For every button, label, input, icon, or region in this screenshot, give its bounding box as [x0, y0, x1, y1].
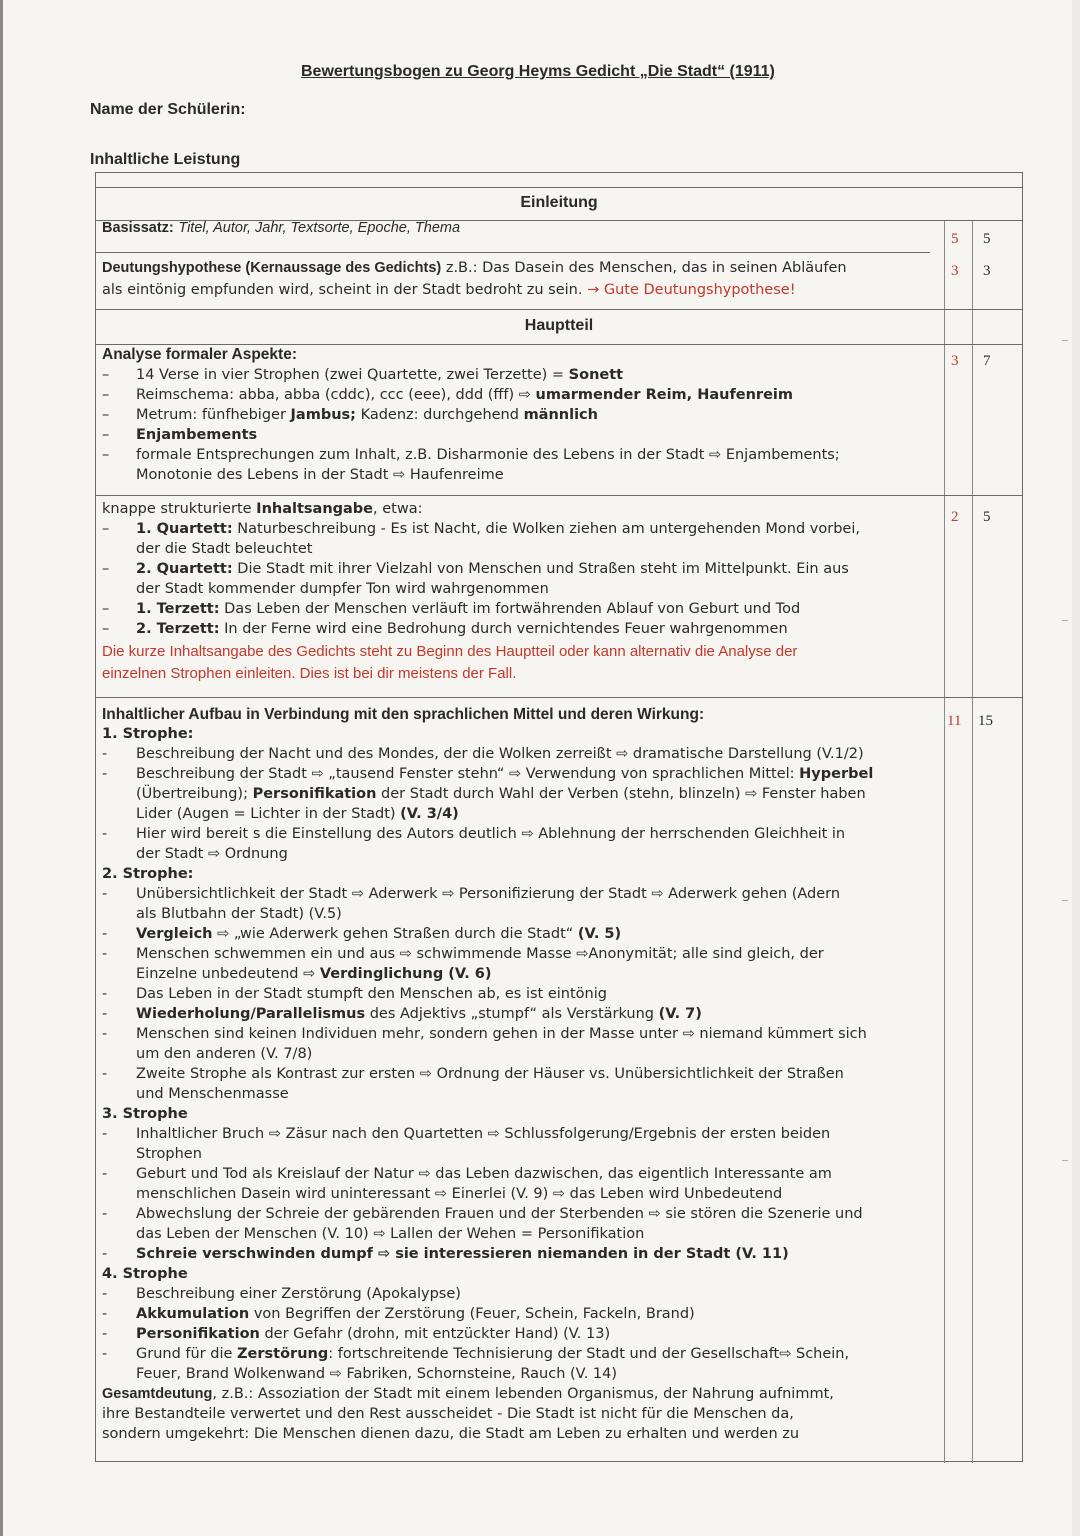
gesamtdeutung-line: , z.B.: Assoziation der Stadt mit einem lebenden Organismus, der Nahrung aufnimmt, [212, 1386, 834, 1402]
basissatz-text: Titel, Autor, Jahr, Textsorte, Epoche, Thema [178, 220, 461, 236]
formal-line-bold: Jambus; [290, 407, 356, 423]
aufbau-max: 15 [978, 713, 993, 729]
teacher-comment-line: Die kurze Inhaltsangabe des Gedichts steht zu Beginn des Hauptteil oder kann alternativ die Analyse der [102, 643, 798, 660]
inhalt-label: 1. Quartett: [136, 521, 233, 537]
formal-line: Reimschema: abba, abba (cddc), ccc (eee), ddd (fff) ⇨ [136, 387, 531, 403]
strophe-heading: 1. Strophe: [102, 726, 194, 742]
inhalt-line: Naturbeschreibung - Es ist Nacht, die Wolken ziehen am untergehenden Mond vorbei, [237, 521, 860, 537]
grading-table [95, 172, 1023, 1462]
hauptteil-title: Hauptteil [524, 317, 594, 334]
aufbau-score: 11 [947, 713, 962, 729]
inhalt-line: Das Leben der Menschen verläuft im fortwährenden Ablauf von Geburt und Tod [224, 601, 801, 617]
aufbau-line-bold: Personifikation [252, 786, 377, 802]
deutung-max: 3 [983, 263, 991, 279]
aufbau-line: Beschreibung der Stadt ⇨ „tausend Fenster stehn“ ⇨ Verwendung von sprachlichen Mittel: [136, 766, 795, 782]
aufbau-line: Menschen schwemmen ein und aus ⇨ schwimmende Masse ⇨Anonymität; alle sind gleich, der [136, 946, 824, 962]
strophe-heading: 2. Strophe: [102, 866, 194, 882]
inhalt-heading-suffix: , etwa: [373, 501, 423, 517]
formal-max: 7 [983, 353, 991, 369]
aufbau-line-bold: Zerstörung [237, 1346, 329, 1362]
aufbau-line: der Stadt durch Wahl der Verben (stehn, blinzeln) ⇨ Fenster haben [381, 786, 866, 802]
aufbau-line: von Begriffen der Zerstörung (Feuer, Schein, Fackeln, Brand) [253, 1306, 695, 1322]
strophe-heading: 4. Strophe [102, 1266, 188, 1282]
aufbau-line: Strophen [136, 1146, 202, 1162]
aufbau-line: das Leben der Menschen (V. 10) ⇨ Lallen der Wehen = Personifikation [136, 1226, 645, 1242]
formal-line: Metrum: fünfhebiger [136, 407, 286, 423]
max-column-divider [972, 221, 973, 1463]
hauptteil-header [96, 309, 1022, 345]
formal-line: Kadenz: durchgehend [360, 407, 519, 423]
student-name-label: Name der Schülerin: [90, 101, 246, 118]
formal-score: 3 [951, 353, 959, 369]
margin-mark [1062, 900, 1068, 901]
gesamtdeutung-line: sondern umgekehrt: Die Menschen dienen dazu, die Stadt am Leben zu erhalten und werden zu [102, 1426, 800, 1442]
aufbau-line: (Übertreibung); [136, 786, 248, 802]
aufbau-line: Hier wird bereit s die Einstellung des Autors deutlich ⇨ Ablehnung der herrschenden Gleichheit in [136, 826, 846, 842]
aufbau-line-bold: (V. 3/4) [400, 806, 459, 822]
aufbau-line-bold: Wiederholung/Parallelismus [136, 1006, 366, 1022]
aufbau-line-bold: Akkumulation [136, 1306, 250, 1322]
row-divider [96, 697, 1022, 698]
formal-line: Monotonie des Lebens in der Stadt ⇨ Haufenreime [136, 467, 504, 483]
aufbau-line: um den anderen (V. 7/8) [136, 1046, 313, 1062]
aufbau-line-bold: Vergleich [136, 926, 213, 942]
basissatz-label: Basissatz: [102, 220, 174, 236]
aufbau-line-bold: Personifikation [136, 1326, 260, 1342]
inhalt-heading-bold: Inhaltsangabe [256, 501, 374, 517]
deutung-comment: → Gute Deutungshypothese! [587, 282, 796, 298]
einleitung-header [96, 187, 1022, 221]
aufbau-line: Inhaltlicher Bruch ⇨ Zäsur nach den Quartetten ⇨ Schlussfolgerung/Ergebnis der ersten beiden [136, 1126, 831, 1142]
row-divider [96, 252, 930, 253]
inhalt-score: 2 [951, 509, 959, 525]
gesamtdeutung-label: Gesamtdeutung [102, 1386, 213, 1402]
formal-line: formale Entsprechungen zum Inhalt, z.B. Disharmonie des Lebens in der Stadt ⇨ Enjambements; [136, 447, 840, 463]
gesamtdeutung-line: ihre Bestandteile verwertet und den Rest ausscheidet - Die Stadt ist nicht für die Menschen da, [102, 1406, 794, 1422]
score-column-divider [944, 221, 945, 1463]
row-divider [96, 495, 1022, 496]
einleitung-title: Einleitung [520, 194, 598, 211]
inhalt-label: 2. Terzett: [136, 621, 220, 637]
aufbau-line: der Gefahr (drohn, mit entzückter Hand) (V. 13) [264, 1326, 611, 1342]
page-title: Bewertungsbogen zu Georg Heyms Gedicht „Die Stadt“ (1911) [301, 63, 775, 80]
deutung-row-2 [102, 281, 938, 300]
formal-block: Analyse formaler Aspekte: – 14 Verse in vier Strophen (zwei Quartette, zwei Terzette) = Sonett – Reimschema: abba, abba (cddc), ccc (eee), ddd (fff) ⇨ umarmender Reim, Haufenreim – Metrum: fünfhebiger Jambus; Kadenz: durchgehend männlich – Enjambements – formale Entsprechungen zum Inhalt, z.B. Disharmonie des Lebens in der Stadt ⇨ Enjambements; Monotonie des Lebens in der Stadt ⇨ Haufenreime [102, 346, 840, 483]
aufbau-line: des Adjektivs „stumpf“ als Verstärkung [369, 1006, 655, 1022]
aufbau-line: Feuer, Brand Wolkenwand ⇨ Fabriken, Schornsteine, Rauch (V. 14) [136, 1366, 618, 1382]
aufbau-line: Einzelne unbedeutend ⇨ [136, 966, 316, 982]
aufbau-line-bold: (V. 7) [658, 1006, 702, 1022]
formal-line-bold: umarmender Reim, Haufenreim [535, 387, 793, 403]
aufbau-heading: Inhaltlicher Aufbau in Verbindung mit den sprachlichen Mittel und deren Wirkung: [102, 706, 705, 723]
aufbau-line: : fortschreitende Technisierung der Stadt und der Gesellschaft⇨ Schein, [328, 1346, 850, 1362]
aufbau-line-bold: (V. 5) [577, 926, 622, 942]
inhalt-label: 1. Terzett: [136, 601, 220, 617]
teacher-comment [102, 641, 940, 685]
inhalt-line: In der Ferne wird eine Bedrohung durch vernichtendes Feuer wahrgenommen [224, 621, 788, 637]
deutung-row [102, 259, 938, 278]
formal-heading: Analyse formaler Aspekte: [102, 346, 297, 363]
inhalt-max: 5 [983, 509, 991, 525]
inhalt-label: 2. Quartett: [136, 561, 233, 577]
aufbau-line: Grund für die [136, 1346, 233, 1362]
inhalt-line: Die Stadt mit ihrer Vielzahl von Menschen und Straßen steht im Mittelpunkt. Ein aus [237, 561, 849, 577]
aufbau-line-bold: Schreie verschwinden dumpf ⇨ sie interessieren niemanden in der Stadt (V. 11) [136, 1246, 789, 1262]
aufbau-line: Menschen sind keinen Individuen mehr, sondern gehen in der Masse unter ⇨ niemand kümmert sich [136, 1026, 867, 1042]
deutung-line2: als eintönig empfunden wird, scheint in der Stadt bedroht zu sein. [102, 282, 583, 298]
aufbau-line: als Blutbahn der Stadt) (V.5) [136, 906, 342, 922]
aufbau-line: und Menschenmasse [136, 1086, 289, 1102]
aufbau-block: Inhaltlicher Aufbau in Verbindung mit den sprachlichen Mittel und deren Wirkung: 1. Strophe: - Beschreibung der Nacht und des Mondes, der die Wolken zerreißt ⇨ dramatische Darstellung (V.1/2) - Beschreibung der Stadt ⇨ „tausend Fenster stehn“ ⇨ Verwendung von sprachlichen Mittel: Hyperbel (Übertreibung); Personifikation der Stadt durch Wahl der Verben (stehn, blinzeln) ⇨ Fenster haben Lider (Augen = Lichter in der Stadt) (V. 3/4) - Hier wird bereit s die Einstellung des Autors deutlich ⇨ Ablehnung der herrschenden Gleichheit in der Stadt ⇨ Ordnung 2. Strophe: - Unübersichtlichkeit der Stadt ⇨ Aderwerk ⇨ Personifizierung der Stadt ⇨ Aderwerk gehen (Adern als Blutbahn der Stadt) (V.5) - Vergleich ⇨ „wie Aderwerk gehen Straßen durch die Stadt“ (V. 5) - Menschen schwemmen ein und aus ⇨ schwimmende Masse ⇨Anonymität; alle sind gleich, der Einzelne unbedeutend ⇨ Verdinglichung (V. 6) - Das Leben in der Stadt stumpft den Menschen ab, es ist eintönig - Wiederholung/Parallelismus des Adjektivs „stumpf“ als Verstärkung (V. 7) - Menschen sind keinen Individuen mehr, sondern gehen in der Masse unter ⇨ niemand kümmert sich um den anderen (V. 7/8) - Zweite Strophe als Kontrast zur ersten ⇨ Ordnung der Häuser vs. Unübersichtlichkeit der Straßen und Menschenmasse 3. Strophe - Inhaltlicher Bruch ⇨ Zäsur nach den Quartetten ⇨ Schlussfolgerung/Ergebnis der ersten beiden Strophen - Geburt und Tod als Kreislauf der Natur ⇨ das Leben dazwischen, das eigentlich Interessante am menschlichen Dasein wird uninteressant ⇨ Einerlei (V. 9) ⇨ das Leben wird Unbedeutend - Abwechslung der Schreie der gebärenden Frauen und der Sterbenden ⇨ sie stören die Szenerie und das Leben der Menschen (V. 10) ⇨ Lallen der Wehen = Personifikation - Schreie verschwinden dumpf ⇨ sie interessieren niemanden in der Stadt (V. 11) 4. Strophe - Beschreibung einer Zerstörung (Apokalypse) - Akkumulation von Begriffen der Zerstörung (Feuer, Schein, Fackeln, Brand) - Personifikation der Gefahr (drohn, mit entzückter Hand) (V. 13) - Grund für die Zerstörung: fortschreitende Technisierung der Stadt und der Gesellschaft⇨ Schein, Feuer, Brand Wolkenwand ⇨ Fabriken, Schornsteine, Rauch (V. 14) Gesamtdeutung, z.B.: Assoziation der Stadt mit einem lebenden Organismus, der Nahrung aufnimmt, ihre Bestandteile verwertet und den Rest ausscheidet - Die Stadt ist nicht für die Menschen da, sondern umgekehrt: Die Menschen dienen dazu, die Stadt am Leben zu erhalten und werden zu [102, 706, 874, 1442]
deutung-line1: z.B.: Das Dasein des Menschen, das in seinen Abläufen [445, 260, 847, 276]
inhalt-block: knappe strukturierte Inhaltsangabe, etwa: – 1. Quartett: Naturbeschreibung - Es ist Nacht, die Wolken ziehen am untergehenden Mond vorbei, der die Stadt beleuchtet – 2. Quartett: Die Stadt mit ihrer Vielzahl von Menschen und Straßen steht im Mittelpunkt. Ein aus der Stadt kommender dumpfer Ton wird wahrgenommen – 1. Terzett: Das Leben der Menschen verläuft im fortwährenden Ablauf von Geburt und Tod – 2. Terzett: In der Ferne wird eine Bedrohung durch vernichtendes Feuer wahrgenommen [102, 501, 860, 637]
strophe-heading: 3. Strophe [102, 1106, 188, 1122]
teacher-comment-line: einzelnen Strophen einleiten. Dies ist bei dir meistens der Fall. [102, 665, 517, 682]
aufbau-line-bold: Hyperbel [799, 766, 874, 782]
aufbau-line: der Stadt ⇨ Ordnung [136, 846, 288, 862]
formal-line-bold: männlich [523, 407, 598, 423]
aufbau-line: Das Leben in der Stadt stumpft den Menschen ab, es ist eintönig [136, 986, 607, 1002]
basissatz-row [102, 219, 938, 238]
inhalt-heading: knappe strukturierte [102, 501, 252, 517]
aufbau-line: menschlichen Dasein wird uninteressant ⇨ Einerlei (V. 9) ⇨ das Leben wird Unbedeutend [136, 1186, 783, 1202]
inhalt-line: der die Stadt beleuchtet [136, 541, 313, 557]
deutung-label: Deutungshypothese (Kernaussage des Gedichts) [102, 260, 442, 276]
formal-line-bold: Enjambements [136, 427, 258, 443]
aufbau-line: Lider (Augen = Lichter in der Stadt) [136, 806, 396, 822]
margin-mark [1062, 620, 1068, 621]
aufbau-line: Abwechslung der Schreie der gebärenden Frauen und der Sterbenden ⇨ sie stören die Szenerie und [136, 1206, 863, 1222]
deutung-score: 3 [951, 263, 959, 279]
formal-line: 14 Verse in vier Strophen (zwei Quartette, zwei Terzette) = [136, 367, 565, 383]
aufbau-line: Geburt und Tod als Kreislauf der Natur ⇨ das Leben dazwischen, das eigentlich Interessante am [136, 1166, 832, 1182]
aufbau-line: Beschreibung der Nacht und des Mondes, der die Wolken zerreißt ⇨ dramatische Darstellung (V.1/2) [136, 746, 864, 762]
aufbau-line: Unübersichtlichkeit der Stadt ⇨ Aderwerk ⇨ Personifizierung der Stadt ⇨ Aderwerk gehen (Adern [136, 886, 841, 902]
aufbau-line: ⇨ „wie Aderwerk gehen Straßen durch die Stadt“ [217, 926, 574, 942]
aufbau-line: Beschreibung einer Zerstörung (Apokalypse) [136, 1286, 461, 1302]
aufbau-line-bold: Verdinglichung (V. 6) [319, 966, 492, 982]
basissatz-score: 5 [951, 231, 959, 247]
margin-mark [1062, 1160, 1068, 1161]
inhalt-line: der Stadt kommender dumpfer Ton wird wahrgenommen [136, 581, 549, 597]
margin-mark [1062, 340, 1068, 341]
basissatz-max: 5 [983, 231, 991, 247]
formal-line-bold: Sonett [568, 367, 624, 383]
aufbau-line: Zweite Strophe als Kontrast zur ersten ⇨ Ordnung der Häuser vs. Unübersichtlichkeit der Straßen [136, 1066, 844, 1082]
section-label: Inhaltliche Leistung [90, 151, 241, 168]
